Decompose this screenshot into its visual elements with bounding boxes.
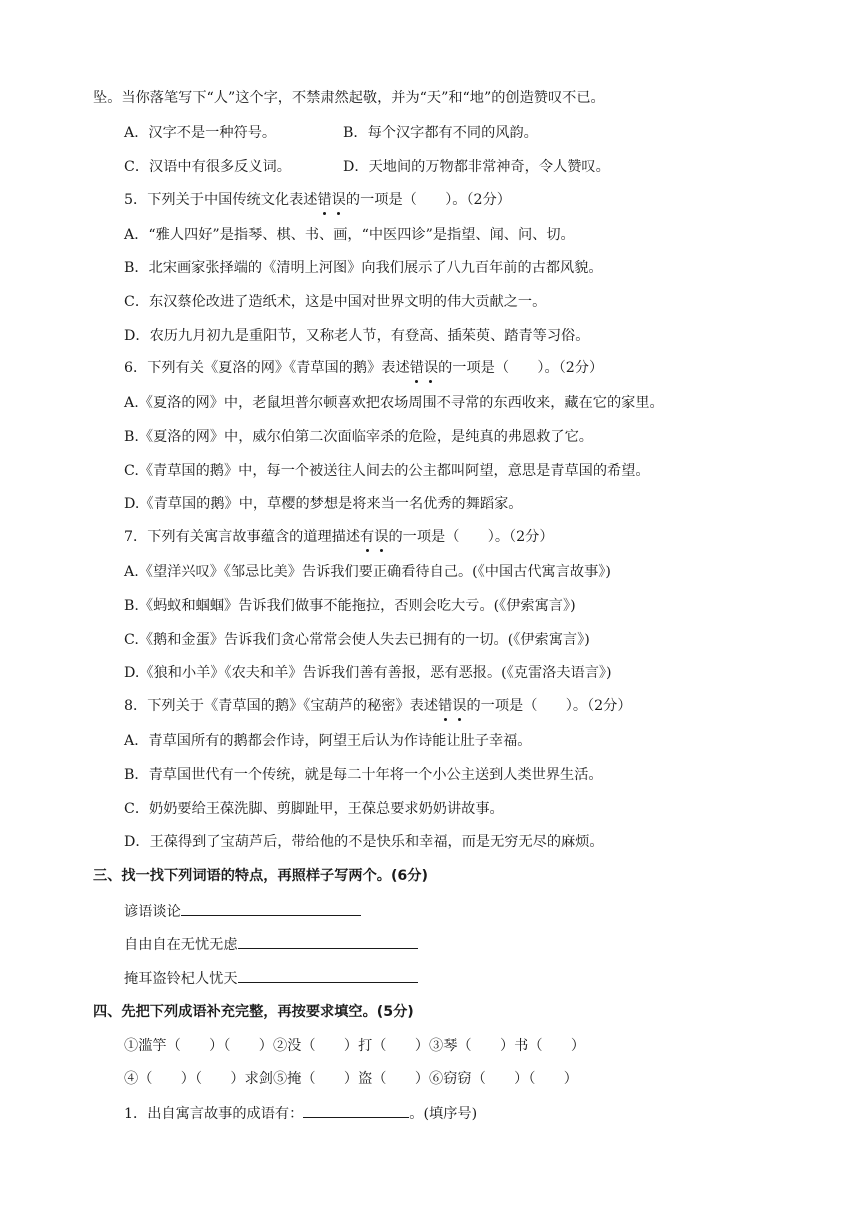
emphasis-char: 误	[331, 192, 346, 208]
question-7-text: 7．下列有关寓言故事蕴含的道理描述	[124, 529, 361, 545]
question-8-score: 的一项是（ ）。（2分）	[466, 698, 632, 714]
option-c: C．汉语中有很多反义词。	[124, 159, 291, 175]
emphasis-char: 错	[317, 192, 332, 208]
question-text: 1．出自寓言故事的成语有：	[124, 1106, 304, 1122]
question-6-option-b: B.《夏洛的网》中，威尔伯第二次面临宰杀的危险，是纯真的弗恩救了它。	[124, 429, 593, 445]
question-7-score: 的一项是（ ）。（2分）	[388, 529, 554, 545]
section-3-item-2	[124, 934, 418, 955]
question-7-option-a: A.《望洋兴叹》《邹忌比美》告诉我们要正确看待自己。(《中国古代寓言故事》)	[124, 564, 611, 580]
question-6-option-a: A.《夏洛的网》中，老鼠坦普尔顿喜欢把农场周围不寻常的东西收来，藏在它的家里。	[124, 395, 664, 411]
question-7-option-b: B.《蚂蚁和蝈蝈》告诉我们做事不能拖拉，否则会吃大亏。(《伊索寓言》)	[124, 598, 576, 614]
question-6-score: 的一项是（ ）。（2分）	[438, 360, 604, 376]
option-d: D．天地间的万物都非常神奇，令人赞叹。	[343, 159, 610, 175]
section-4-question-1	[124, 1103, 477, 1124]
question-8-option-a: A．青草国所有的鹅都会作诗，阿望王后认为作诗能让肚子幸福。	[124, 733, 532, 749]
question-8-option-d: D．王葆得到了宝葫芦后，带给他的不是快乐和幸福，而是无穷无尽的麻烦。	[124, 834, 604, 850]
example-words: 自由自在无忧无虑	[124, 937, 238, 953]
question-8-option-b: B．青草国世代有一个传统，就是每二十年将一个小公主送到人类世界生活。	[124, 767, 603, 783]
example-words: 掩耳盗铃杞人忧天	[124, 971, 238, 987]
emphasis-char: 误	[374, 529, 389, 545]
question-5-stem	[124, 190, 511, 210]
question-6-stem	[124, 358, 603, 378]
question-7-stem	[124, 527, 554, 547]
question-7-option-d: D.《狼和小羊》《农夫和羊》告诉我们善有善报，恶有恶报。(《克雷洛夫语言》)	[124, 665, 612, 681]
question-5-text: 5．下列关于中国传统文化表述	[124, 192, 318, 208]
question-8-stem	[124, 696, 632, 716]
answer-blank[interactable]	[181, 901, 361, 916]
question-5-option-c: C．东汉蔡伦改进了造纸术，这是中国对世界文明的伟大贡献之一。	[124, 294, 547, 310]
question-5-option-d: D．农历九月初九是重阳节，又称老人节，有登高、插茱萸、踏青等习俗。	[124, 328, 590, 344]
question-5-score: 的一项是（ ）。（2分）	[345, 192, 511, 208]
idiom-row-2: ④（ ）（ ）求剑⑤掩（ ）盗（ ）⑥窃窃（ ）（ ）	[124, 1071, 578, 1087]
question-5-option-b: B．北宋画家张择端的《清明上河图》向我们展示了八九百年前的古都风貌。	[124, 260, 603, 276]
question-6-option-c: C.《青草国的鹅》中，每一个被送往人间去的公主都叫阿望，意思是青草国的希望。	[124, 463, 650, 479]
idiom-row-1: ①滥竽（ ）（ ）②没（ ）打（ ）③琴（ ）书（ ）	[124, 1038, 586, 1054]
option-a: A．汉字不是一种符号。	[124, 125, 277, 141]
question-6-text: 6．下列有关《夏洛的网》《青草国的鹅》表述	[124, 360, 410, 376]
emphasis-char: 误	[452, 698, 467, 714]
emphasis-char: 有	[360, 529, 375, 545]
option-b: B．每个汉字都有不同的风韵。	[343, 125, 538, 141]
answer-blank[interactable]	[238, 934, 418, 949]
emphasis-char: 误	[423, 360, 439, 376]
emphasis-char: 错	[438, 698, 453, 714]
section-3-item-3	[124, 968, 418, 989]
question-6-option-d: D.《青草国的鹅》中，草樱的梦想是将来当一名优秀的舞蹈家。	[124, 496, 523, 512]
section-3-heading: 三、找一找下列词语的特点，再照样子写两个。(6分)	[93, 868, 428, 884]
example-words: 谚语谈论	[124, 904, 181, 920]
question-8-text: 8．下列关于《青草国的鹅》《宝葫芦的秘密》表述	[124, 698, 439, 714]
section-4-heading: 四、先把下列成语补充完整，再按要求填空。(5分)	[93, 1004, 414, 1020]
paragraph-continuation: 坠。当你落笔写下“人”这个字，不禁肃然起敬，并为“天”和“地”的创造赞叹不已。	[93, 90, 605, 106]
emphasis-char: 错	[409, 360, 424, 376]
answer-blank[interactable]	[303, 1103, 409, 1118]
section-3-item-1	[124, 901, 361, 922]
question-7-option-c: C.《鹅和金蛋》告诉我们贪心常常会使人失去已拥有的一切。(《伊索寓言》)	[124, 632, 590, 648]
question-8-option-c: C．奶奶要给王葆洗脚、剪脚趾甲，王葆总要求奶奶讲故事。	[124, 801, 504, 817]
question-hint: 。(填序号)	[409, 1106, 478, 1122]
answer-blank[interactable]	[238, 968, 418, 983]
question-5-option-a: A．“雅人四好”是指琴、棋、书、画，“中医四诊”是指望、闻、问、切。	[124, 227, 575, 243]
